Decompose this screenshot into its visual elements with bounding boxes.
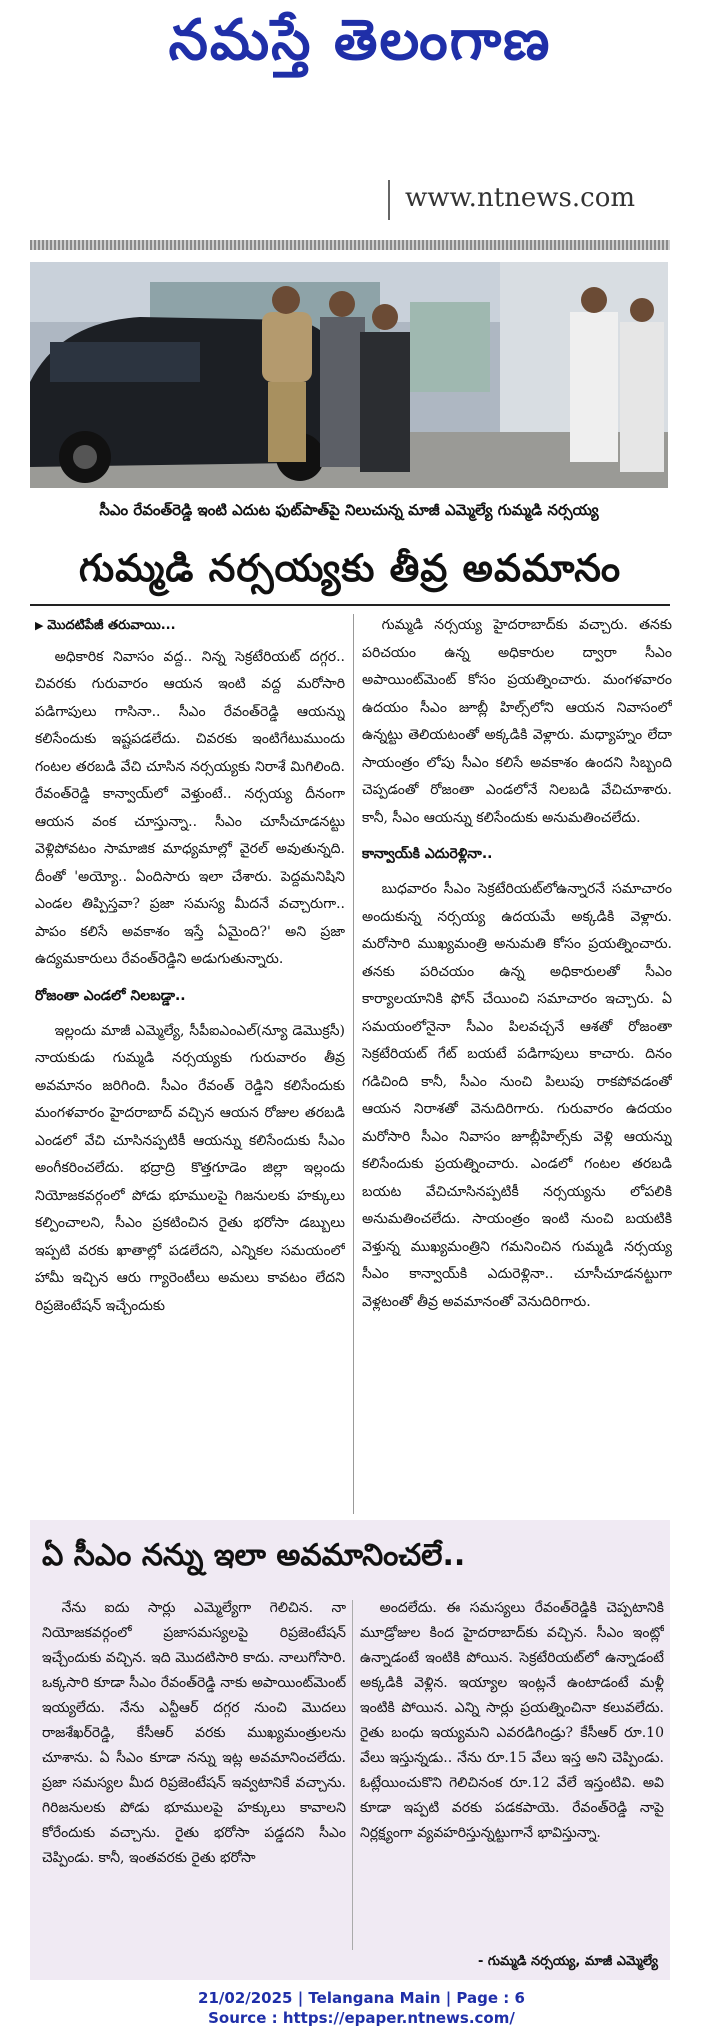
top-rule	[30, 240, 670, 250]
article-subhead: రోజంతా ఎండలో నిలబడ్డా..	[35, 987, 186, 1004]
quote-attribution: - గుమ్మడి నర్సయ్య, మాజీ ఎమ్మెల్యే	[478, 1954, 658, 1969]
sidebar-divider	[352, 1600, 353, 1950]
article-column-right	[362, 612, 672, 1516]
masthead-divider	[388, 180, 390, 220]
footer-edition: 21/02/2025 | Telangana Main | Page : 6	[198, 1989, 525, 2007]
news-photo-illustration	[30, 262, 668, 488]
article-headline: గుమ్మడి నర్సయ్యకు తీవ్ర అవమానం	[78, 546, 622, 590]
sidebar-paragraph: అందలేదు. ఈ సమస్యలు రేవంత్‌రెడ్డికి చెప్పటానికి మూడ్రోజుల కింద హైదరాబాద్‌కు వచ్చిన. సీఎం ఇంట్లో ఉన్నాడంటే ఇంటికి పోయిన. సెక్రటేరియట్‌లో ఉన్నాడంటే అక్కడికి వెళ్లిన. ఇయ్యాల ఇంట్లనే ఉంటాడంటే మళ్లీ ఇంటికి పోయిన. ఎన్ని సార్లు ప్రయత్నించినా కలువలేదు. రైతు బంధు ఇయ్యమని ఎవరడిగిండ్రు? కేసీఆర్ రూ.10 వేలు ఇస్తున్నడు.. నేను రూ.15 వేలు ఇస్త అని చెప్పిండు. ఓట్లేయించుకొని గెలిచినంక రూ.12 వేలే ఇస్తంటివి. అవి కూడా ఇప్పటి వరకు పడకపాయె. రేవంత్‌రెడ్డి నాపై నిర్లక్ష్యంగా వ్యవహరిస్తున్నట్టుగానే భావిస్తున్నా.	[360, 1600, 664, 1841]
site-url: www.ntnews.com	[405, 183, 636, 213]
column-divider	[353, 614, 354, 1514]
quote-sidebar	[30, 1520, 670, 1980]
article-column-left	[35, 612, 345, 1516]
article-paragraph: ఇల్లందు మాజీ ఎమ్మెల్యే, సీపీఐఎంఎల్(న్యూ డెమొక్రసీ) నాయకుడు గుమ్మడి నర్సయ్యకు గురువారం తీవ్ర అవమానం జరిగింది. సీఎం రేవంత్ రెడ్డిని కలిసేందుకు మంగళవారం హైదరాబాద్ వచ్చిన ఆయన రోజుల తరబడి ఎండలో వేచి చూసినప్పటికీ ఆయన్ను కలిసేందుకు సీఎం అంగీకరించలేదు. భద్రాద్రి కొత్తగూడెం జిల్లా ఇల్లందు నియోజకవర్గంలో పోడు భూములపై గిజనులకు హక్కులు కల్పించాలని, సీఎం ప్రకటించిన రైతు భరోసా డబ్బులు ఇప్పటి వరకు ఖాతాల్లో పడలేదని, ఎన్నికల సమయంలో హామీ ఇచ్చిన ఆరు గ్యారెంటీలు అమలు కావటం లేదని రిప్రజెంటేషన్ ఇచ్చేందుకు	[35, 1022, 345, 1314]
page-footer	[0, 1988, 723, 2028]
masthead-title: నమస్తే తెలంగాణ	[168, 8, 552, 73]
headline-rule	[30, 604, 670, 606]
sidebar-column-right	[360, 1596, 664, 1956]
article-subhead: కాన్వాయ్‌కి ఎదురెళ్లినా..	[362, 846, 493, 862]
photo-caption: సీఎం రేవంత్‌రెడ్డి ఇంటి ఎదుట ఫుట్‌పాత్‌పై నిలుచున్న మాజీ ఎమ్మెల్యే గుమ్మడి నర్సయ్య	[99, 501, 599, 519]
sidebar-title: ఏ సీఎం నన్ను ఇలా అవమానించలే..	[42, 1538, 466, 1573]
sidebar-paragraph: నేను ఐదు సార్లు ఎమ్మెల్యేగా గెలిచిన. నా నియోజకవర్గంలో ప్రజాసమస్యలపై రిప్రజెంటేషన్ ఇచ్చేందుకు వచ్చిన. ఇది మొదటిసారి కాదు. నాలుగోసారి. ఒక్కసారి కూడా సీఎం రేవంత్‌రెడ్డి నాకు అపాయింట్‌మెంట్ ఇయ్యలేదు. నేను ఎన్టీఆర్ దగ్గర నుంచి మొదలు రాజశేఖర్‌రెడ్డి, కేసీఆర్ వరకు ముఖ్యమంత్రులను చూశాను. ఏ సీఎం కూడా నన్ను ఇట్ల అవమానించలేదు. ప్రజా సమస్యల మీద రిప్రజెంటేషన్ ఇవ్వటానికే వచ్చాను. గిరిజనులకు పోడు భూములపై హక్కులు కావాలని కోరేందుకు వచ్చాను. రైతు భరోసా పడ్డదని సీఎం చెప్పిండు. కానీ, ఇంతవరకు రైతు భరోసా	[42, 1600, 346, 1866]
sidebar-column-left	[42, 1596, 346, 1956]
article-paragraph: గుమ్మడి నర్సయ్య హైదరాబాద్‌కు వచ్చారు. తనకు పరిచయం ఉన్న అధికారుల ద్వారా సీఎం అపాయింట్‌మెంట్ కోసం ప్రయత్నించారు. మంగళవారం ఉదయం సీఎం జూబ్లీ హిల్స్‌లోని ఆయన నివాసంలో ఉన్నట్టు తెలియటంతో అక్కడికి వెళ్లారు. మధ్యాహ్నం లేదా సాయంత్రం లోపు సీఎం కలిసే అవకాశం ఉందని సిబ్బంది చెప్పడంతో రోజంతా ఎండలోనే నిలబడి వేచిచూశారు. కానీ, సీఎం ఆయన్ను కలిసేందుకు అనుమతించలేదు.	[362, 617, 672, 826]
jump-line: ▶ మొదటిపేజీ తరువాయి...	[35, 612, 345, 640]
footer-source-link[interactable]: Source : https://epaper.ntnews.com/	[208, 2009, 515, 2027]
article-paragraph: అధికారిక నివాసం వద్ద.. నిన్న సెక్రటేరియట్ దగ్గర.. చివరకు గురువారం ఆయన ఇంటి వద్ద మరోసారి పడిగాపులు గాసినా.. సీఎం రేవంత్‌రెడ్డి ఆయన్ను కలిసేందుకు ఇష్టపడలేదు. చివరకు ఇంటిగేటుముందు గంటల తరబడి వేచి చూసిన నర్సయ్యకు నిరాశే మిగిలింది. రేవంత్‌రెడ్డి కాన్వాయ్‌లో వెళ్తుంటే.. నర్సయ్య దీనంగా ఆయన వంక చూస్తున్నా.. సీఎం చూసీచూడనట్టు వెళ్లిపోవటం సామాజిక మాధ్యమాల్లో వైరల్ అవుతున్నది. దీంతో 'అయ్యో.. ఏందిసారు ఇలా చేశారు. పెద్దమనిషిని ఎండల తిప్పిస్తవా? ప్రజా సమస్య మీదనే వచ్చారుగా.. పాపం కలిసే అవకాశం ఇస్తే ఏమైంది?' అని ప్రజా ఉద్యమకారులు రేవంత్‌రెడ్డిని అడుగుతున్నారు.	[35, 648, 345, 967]
news-photo	[30, 262, 668, 488]
article-paragraph: బుధవారం సీఎం సెక్రటేరియట్‌లోఉన్నారనే సమాచారం అందుకున్న నర్సయ్య ఉదయమే అక్కడికి వెళ్లారు. మరోసారి ముఖ్యమంత్రి అనుమతి కోసం ప్రయత్నించారు. తనకు పరిచయం ఉన్న అధికారులతో సీఎం కార్యాలయానికి ఫోన్ చేయించి సమాచారం ఇచ్చారు. ఏ సమయంలోనైనా సీఎం పిలవచ్చనే ఆశతో రోజంతా సెక్రటేరియట్ గేట్ బయటే పడిగాపులు కాచారు. దినం గడిచింది కానీ, సీఎం నుంచి పిలుపు రాకపోవడంతో ఆయన నిరాశతో వెనుదిరిగారు. గురువారం ఉదయం మరోసారి సీఎం నివాసం జూబ్లీహిల్స్‌కు వెళ్లి ఆయన్ను కలిసేందుకు ప్రయత్నించారు. ఎండలో గంటల తరబడి బయట వేచిచూసినప్పటికీ నర్సయ్యను లోపలికి అనుమతించలేదు. సాయంత్రం ఇంటి నుంచి బయటికి వెళ్తున్న ముఖ్యమంత్రిని గమనించిన గుమ్మడి నర్సయ్య సీఎం కాన్వాయ్‌కి ఎదురెళ్లినా.. చూసీచూడనట్టుగా వెళ్లటంతో తీవ్ర అవమానంతో వెనుదిరిగారు.	[362, 881, 672, 1310]
